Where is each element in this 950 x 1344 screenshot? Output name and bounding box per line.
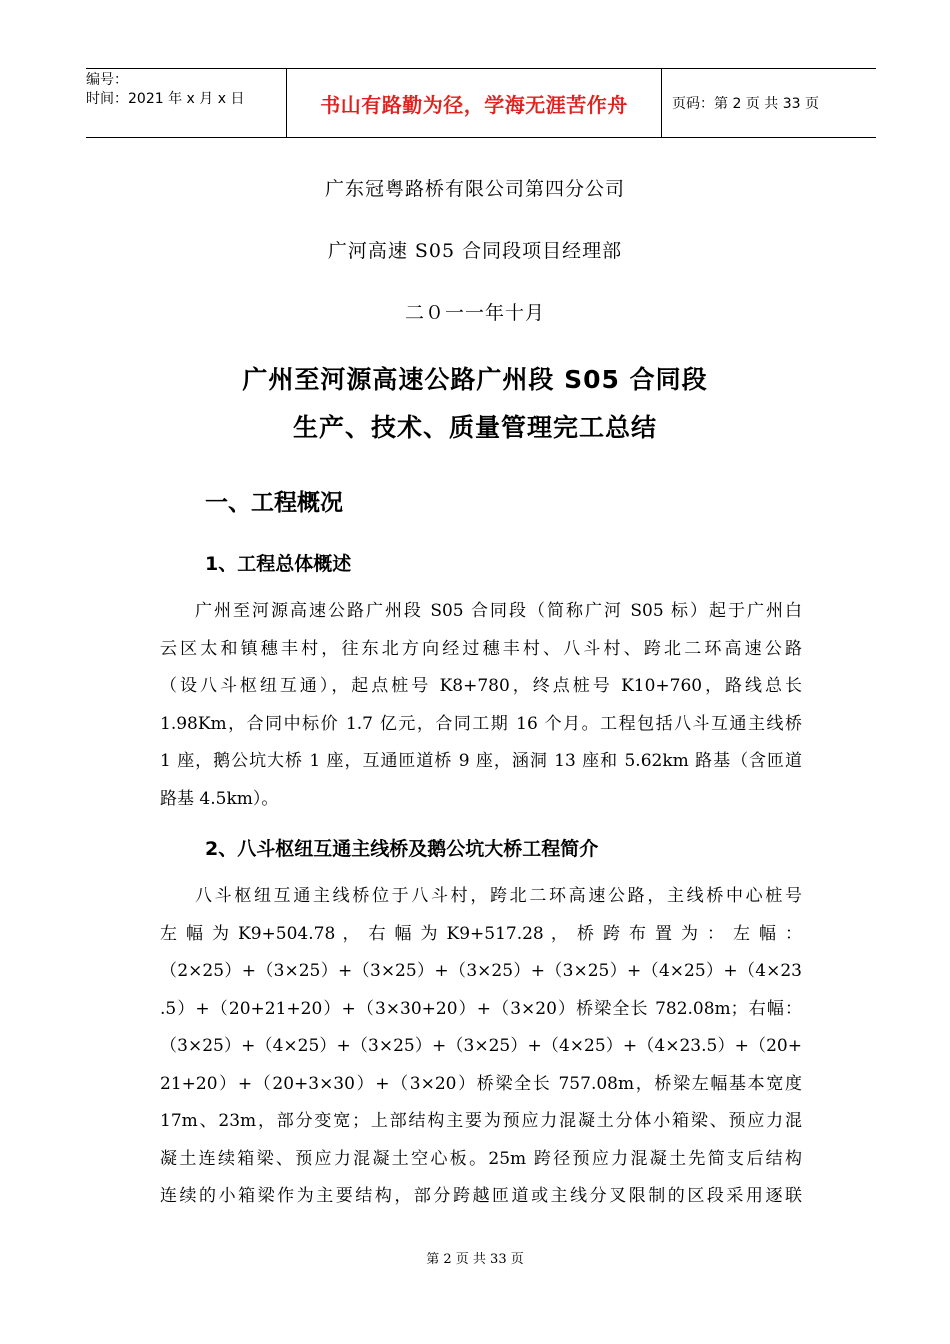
header-motto: 书山有路勤为径，学海无涯苦作舟 [286,69,662,137]
body-line: 1 座，鹅公坑大桥 1 座，互通匝道桥 9 座，涵洞 13 座和 5.62km 路基（含匝道 [160,751,802,771]
body-line: （2×25）+（3×25）+（3×25）+（3×25）+（3×25）+（4×25）+（4×23 [160,961,802,981]
body-line: 左 幅 为 K9+504.78 ， 右 幅 为 K9+517.28 ， 桥 跨 布 置 为 ： 左 幅 ： [160,923,802,944]
body-line: （设八斗枢纽互通），起点桩号 K8+780，终点桩号 K10+760，路线总长 [160,676,802,696]
subsection-2-heading: 2、八斗枢纽互通主线桥及鹅公坑大桥工程简介 [205,838,599,860]
body-line: 八斗枢纽互通主线桥位于八斗村，跨北二环高速公路，主线桥中心桩号 [195,886,802,906]
body-line: 凝土连续箱梁、预应力混凝土空心板。25m 跨径预应力混凝土先简支后结构 [160,1148,802,1169]
doc-title-line2: 生产、技术、质量管理完工总结 [292,413,657,442]
number-label: 编号： [86,72,128,88]
subsection-2-body [160,878,802,1216]
subsection-1-heading: 1、工程总体概述 [205,553,352,575]
body-line: .5）+（20+21+20）+（3×30+20）+（3×20）桥梁全长 782.08m；右幅： [160,998,802,1019]
body-line: 云区太和镇穗丰村，往东北方向经过穗丰村、八斗村、跨北二环高速公路 [160,638,802,659]
body-line: 17m、23m，部分变宽；上部结构主要为预应力混凝土分体小箱梁、预应力混 [160,1111,802,1131]
subsection-1-body [160,593,802,818]
section-heading: 一、工程概况 [205,490,343,516]
page-footer: 第 2 页 共 33 页 [426,1252,524,1267]
body-line: 1.98Km，合同中标价 1.7 亿元，合同工期 16 个月。工程包括八斗互通主线桥 [160,713,802,734]
page-header [86,68,876,138]
company-name: 广东冠粤路桥有限公司第四分公司 [324,178,625,200]
body-line: 广州至河源高速公路广州段 S05 合同段（简称广河 S05 标）起于广州白 [195,601,802,621]
body-line: 路基 4.5km）。 [160,788,279,809]
body-line: 连续的小箱梁作为主要结构，部分跨越匝道或主线分叉限制的区段采用逐联 [160,1186,802,1206]
header-page-label: 页码：第 2 页 共 33 页 [672,96,819,112]
document-date: 二０一一年十月 [404,302,545,324]
body-line: 21+20）+（20+3×30）+（3×20）桥梁全长 757.08m，桥梁左幅基本宽度 [160,1073,802,1094]
doc-title-line1: 广州至河源高速公路广州段 S05 合同段 [242,365,708,394]
header-meta [86,69,286,137]
body-line: （3×25）+（4×25）+（3×25）+（3×25）+（4×25）+（4×23.5）+（20+ [160,1036,802,1056]
department-name: 广河高速 S05 合同段项目经理部 [327,240,623,262]
time-label: 时间：2021 年 x 月 x 日 [86,91,245,107]
